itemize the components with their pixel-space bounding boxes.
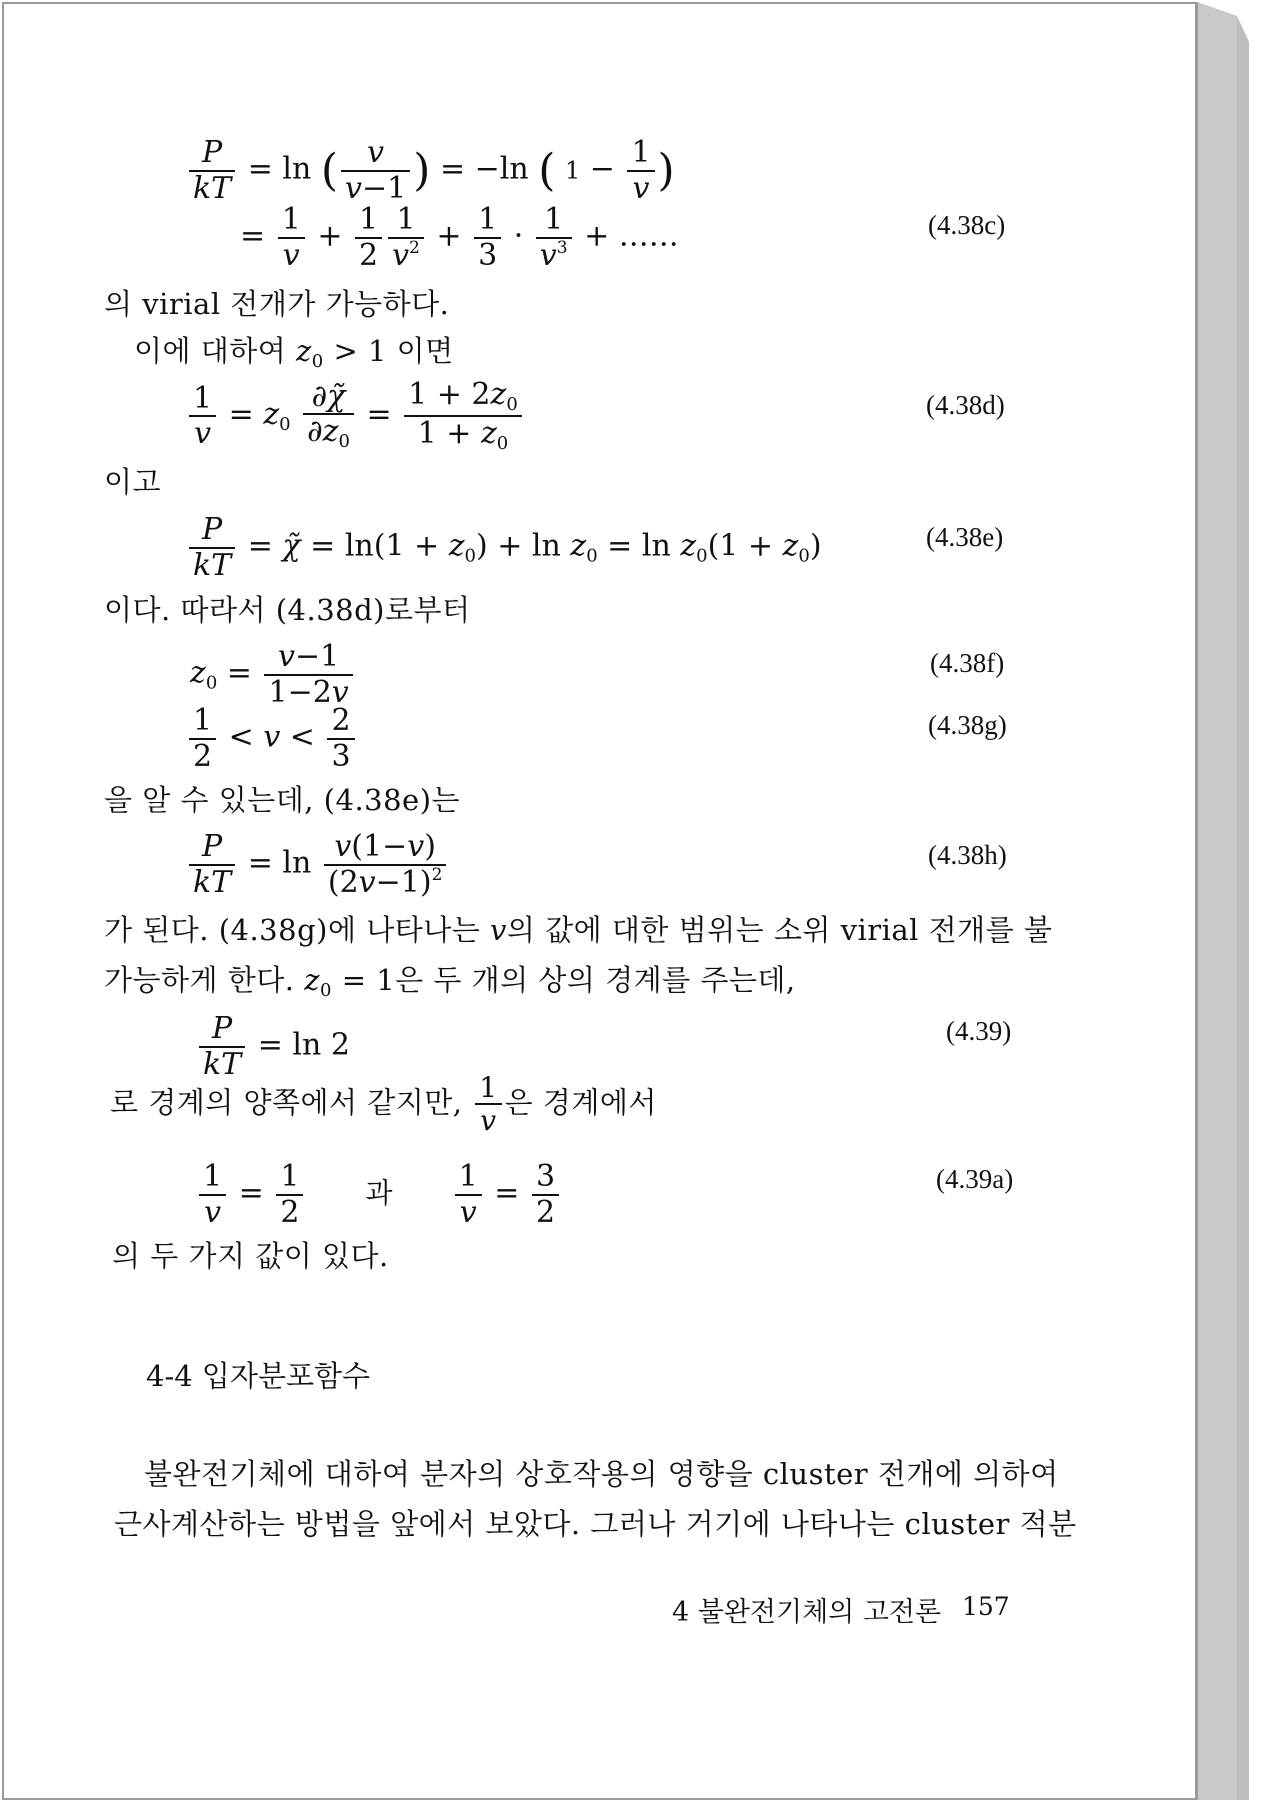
equation-number-4-39a: (4.39a) bbox=[936, 1164, 1014, 1194]
paragraph-z0-greater-than-1: 이에 대하여 $z_0 > 1$ 이면 bbox=[134, 334, 454, 372]
page-number: 157 bbox=[962, 1592, 1010, 1621]
equation-4-38c-line2: = $\frac{1}{v}$ + $\frac{1}{2}$ $\frac{1}{v^2}$ + $\frac{1}{3}$ · $\frac{1}{v^3}$ + …… bbox=[240, 202, 679, 273]
equation-number-4-39: (4.39) bbox=[946, 1016, 1012, 1046]
equation-number-4-38d: (4.38d) bbox=[926, 390, 1005, 420]
body-paragraph-line-2: 근사계산하는 방법을 앞에서 보았다. 그러나 거기에 나타나는 cluster 적분 bbox=[114, 1507, 1077, 1541]
book-spine-edge bbox=[1197, 2, 1249, 1800]
equation-number-4-38h: (4.38h) bbox=[928, 840, 1007, 870]
body-paragraph-line-1: 불완전기체에 대하여 분자의 상호작용의 영향을 cluster 전개에 의하여 bbox=[144, 1457, 1059, 1491]
equation-number-4-38f: (4.38f) bbox=[930, 648, 1005, 678]
equation-4-39: $\frac{P}{kT}$ = ln 2 bbox=[196, 1012, 350, 1081]
running-footer-title: 4 불완전기체의 고전론 bbox=[672, 1597, 942, 1628]
equation-number-4-38g: (4.38g) bbox=[928, 710, 1007, 740]
paragraph-z0-equals-1: 가능하게 한다. $z_0 = 1$은 두 개의 상의 경계를 주는데, bbox=[104, 963, 796, 1001]
equation-4-38f: $z_0$ = $\frac{v-1}{1-2v}$ bbox=[190, 640, 356, 709]
paragraph-can-know: 을 알 수 있는데, (4.38e)는 bbox=[104, 783, 461, 817]
equation-number-4-38e: (4.38e) bbox=[926, 522, 1004, 552]
paragraph-therefore-from-4-38d: 이다. 따라서 (4.38d)로부터 bbox=[104, 593, 471, 627]
paragraph-virial-expansion-possible: 의 virial 전개가 가능하다. bbox=[104, 287, 450, 321]
equation-4-38h: $\frac{P}{kT}$ = ln $\frac{v(1-v)}{(2v-1)^2}$ bbox=[186, 830, 449, 899]
equation-4-38g: $\frac{1}{2}$ < v < $\frac{2}{3}$ bbox=[186, 704, 358, 773]
connector-and: 과 bbox=[365, 1176, 393, 1210]
paragraph-range-of-v: 가 된다. (4.38g)에 나타나는 v의 값에 대한 범위는 소위 virial 전개를 불 bbox=[104, 913, 1053, 947]
paragraph-both-sides-boundary: 로 경계의 양쪽에서 같지만, $\frac{1}{v}$ 은 경계에서 bbox=[110, 1071, 657, 1138]
equation-4-39a: $\frac{1}{v}$ = $\frac{1}{2}$ 과 $\frac{1}{v}$ = $\frac{3}{2}$ bbox=[196, 1160, 562, 1229]
paragraph-two-values: 의 두 가지 값이 있다. bbox=[112, 1239, 389, 1273]
equation-number-4-38c: (4.38c) bbox=[928, 210, 1006, 240]
equation-4-38c-line1: $\frac{P}{kT}$ = ln ( $\frac{v}{v-1}$ ) = −ln ( 1 − $\frac{1}{v}$ ) bbox=[186, 136, 675, 205]
paragraph-and: 이고 bbox=[104, 465, 162, 499]
equation-4-38d: $\frac{1}{v}$ = $z_0$ $\frac{\partial\chĩ}{\partial z_0}$ = $\frac{1 + 2z_0}{1 + z_0}$ bbox=[186, 378, 525, 454]
equation-4-38e: $\frac{P}{kT}$ = χ̃ = $\ln(1 + z_0) + \ln z_0 = \ln z_0(1 + z_0)$ bbox=[186, 513, 822, 582]
section-heading: 4-4 입자분포함수 bbox=[146, 1359, 371, 1393]
